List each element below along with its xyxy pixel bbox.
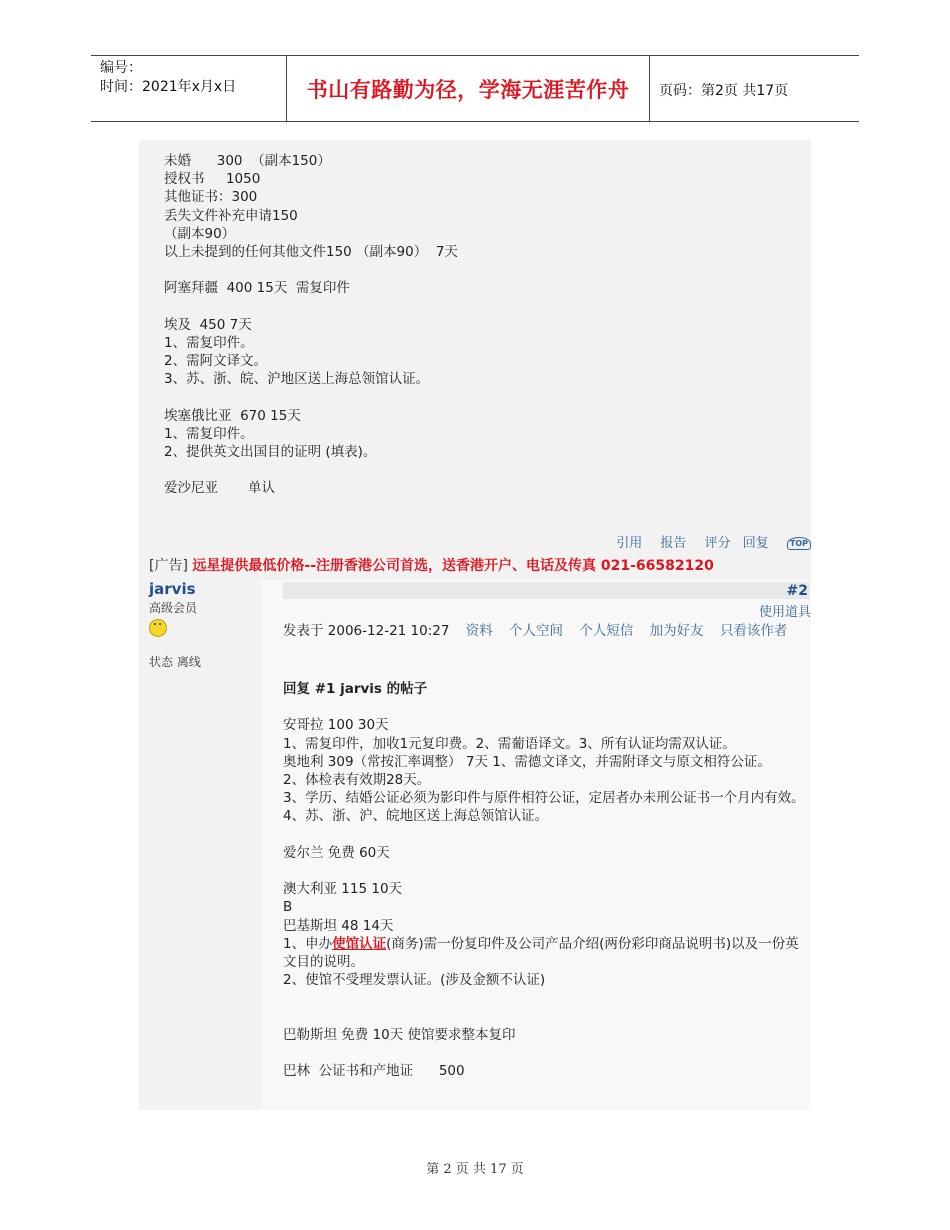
post-meta — [283, 619, 787, 639]
author-status: 状态 离线 — [149, 655, 201, 669]
entry-text: 1、申办 — [283, 935, 333, 952]
post-1-line: 阿塞拜疆 400 15天 需复印件 — [164, 280, 350, 297]
post-1-line — [164, 461, 784, 479]
document-header — [91, 55, 859, 122]
rate-link[interactable]: 评分 — [704, 536, 731, 551]
ad-tag: [广告] — [149, 558, 188, 574]
post-1-body — [164, 152, 784, 498]
smiley-icon — [149, 619, 167, 637]
entry-palestine: 巴勒斯坦 免费 10天 使馆要求整本复印 — [283, 1026, 516, 1043]
add-friend-link[interactable]: 加为好友 — [649, 623, 704, 639]
post-1-line: 1、需复印件。 — [164, 334, 254, 351]
post-1-line: 2、需阿文译文。 — [164, 353, 268, 370]
post-2-body — [283, 680, 808, 1080]
time-label: 时间：2021年x月x日 — [100, 79, 237, 95]
post-1-line: （副本90） — [164, 225, 236, 242]
post-number[interactable]: #2 — [786, 583, 808, 599]
post-1-line: 1、需复印件。 — [164, 425, 254, 442]
private-message-link[interactable]: 个人短信 — [579, 623, 634, 639]
entry-austria-2: 2、体检表有效期28天。 — [283, 772, 431, 788]
author-panel — [149, 580, 260, 670]
header-divider — [649, 56, 650, 121]
author-name[interactable]: jarvis — [149, 580, 196, 598]
number-label: 编号： — [100, 60, 142, 76]
post-number-bar — [283, 582, 810, 599]
post-1-line: 授权书 1050 — [164, 171, 261, 188]
ad-text[interactable]: 远星提供最低价格--注册香港公司首选，送香港开户、电话及传真 021-66582120 — [192, 558, 714, 574]
entry-austria-3: 3、学历、结婚公证必须为影印件与原件相符公证，定居者办未刑公证书一个月内有效。 — [283, 790, 805, 807]
post-1-line: 3、苏、浙、皖、沪地区送上海总领馆认证。 — [164, 371, 430, 388]
quote-link[interactable]: 引用 — [616, 536, 643, 551]
entry-pakistan-2: 2、使馆不受理发票认证。(涉及金额不认证) — [283, 972, 546, 989]
post-1-line — [164, 388, 784, 406]
post-date: 发表于 2006-12-21 10:27 — [283, 623, 450, 639]
post-2 — [261, 580, 811, 1110]
entry-ireland: 爱尔兰 免费 60天 — [283, 844, 390, 861]
entry-austria-4: 4、苏、浙、沪、皖地区送上海总领馆认证。 — [283, 808, 549, 825]
entry-bahrain: 巴林 公证书和产地证 500 — [283, 1063, 465, 1080]
letter-heading: B — [283, 899, 293, 916]
header-motto: 书山有路勤为径，学海无涯苦作舟 — [306, 77, 630, 102]
back-to-top-icon[interactable]: TOP — [787, 537, 811, 550]
post-1-line: 丢失文件补充申请150 — [164, 207, 298, 224]
reply-link[interactable]: 回复 — [742, 536, 769, 551]
post-1-line: 未婚 300 （副本150） — [164, 153, 331, 169]
header-page-label: 页码：第2页 共17页 — [659, 83, 789, 99]
post-1-line: 埃塞俄比亚 670 15天 — [164, 407, 301, 424]
reply-title: 回复 #1 jarvis 的帖子 — [283, 681, 428, 697]
only-author-link[interactable]: 只看该作者 — [719, 623, 788, 639]
page-footer: 第 2 页 共 17 页 — [426, 1162, 524, 1177]
author-rank: 高级会员 — [149, 601, 198, 615]
report-link[interactable]: 报告 — [660, 536, 687, 551]
header-meta — [100, 59, 236, 97]
post-1-line — [164, 261, 784, 279]
post-1-line: 2、提供英文出国目的证明 (填表)。 — [164, 444, 377, 460]
post-1-line: 埃及 450 7天 — [164, 316, 252, 333]
entry-pakistan-1 — [283, 935, 808, 971]
post-1-line: 其他证书：300 — [164, 189, 258, 206]
post-1-line: 爱沙尼亚 单认 — [164, 480, 276, 497]
entry-angola: 安哥拉 100 30天 — [283, 717, 389, 734]
post-1-line — [164, 298, 784, 316]
entry-pakistan: 巴基斯坦 48 14天 — [283, 917, 394, 934]
use-tools-link[interactable]: 使用道具 — [758, 605, 811, 620]
profile-link[interactable]: 资料 — [465, 623, 493, 639]
ad-banner[interactable] — [149, 554, 809, 578]
entry-angola-req: 1、需复印件，加收1元复印费。2、需葡语译文。3、所有认证均需双认证。 — [283, 735, 736, 752]
forum-thread — [139, 140, 811, 1110]
entry-austria: 奥地利 309（常按汇率调整） 7天 1、需德文译文，并需附译文与原文相符公证。 — [283, 753, 771, 770]
personal-space-link[interactable]: 个人空间 — [509, 623, 564, 639]
entry-australia: 澳大利亚 115 10天 — [283, 881, 403, 898]
post-actions — [602, 532, 811, 551]
entry-text: (商务)需一份复印件及公司产品介绍(两份彩印商品说明书)以及一份英文目的说明。 — [283, 935, 799, 970]
embassy-cert-link[interactable]: 使馆认证 — [332, 935, 387, 952]
post-1-line: 以上未提到的任何其他文件150 （副本90） 7天 — [164, 243, 458, 260]
